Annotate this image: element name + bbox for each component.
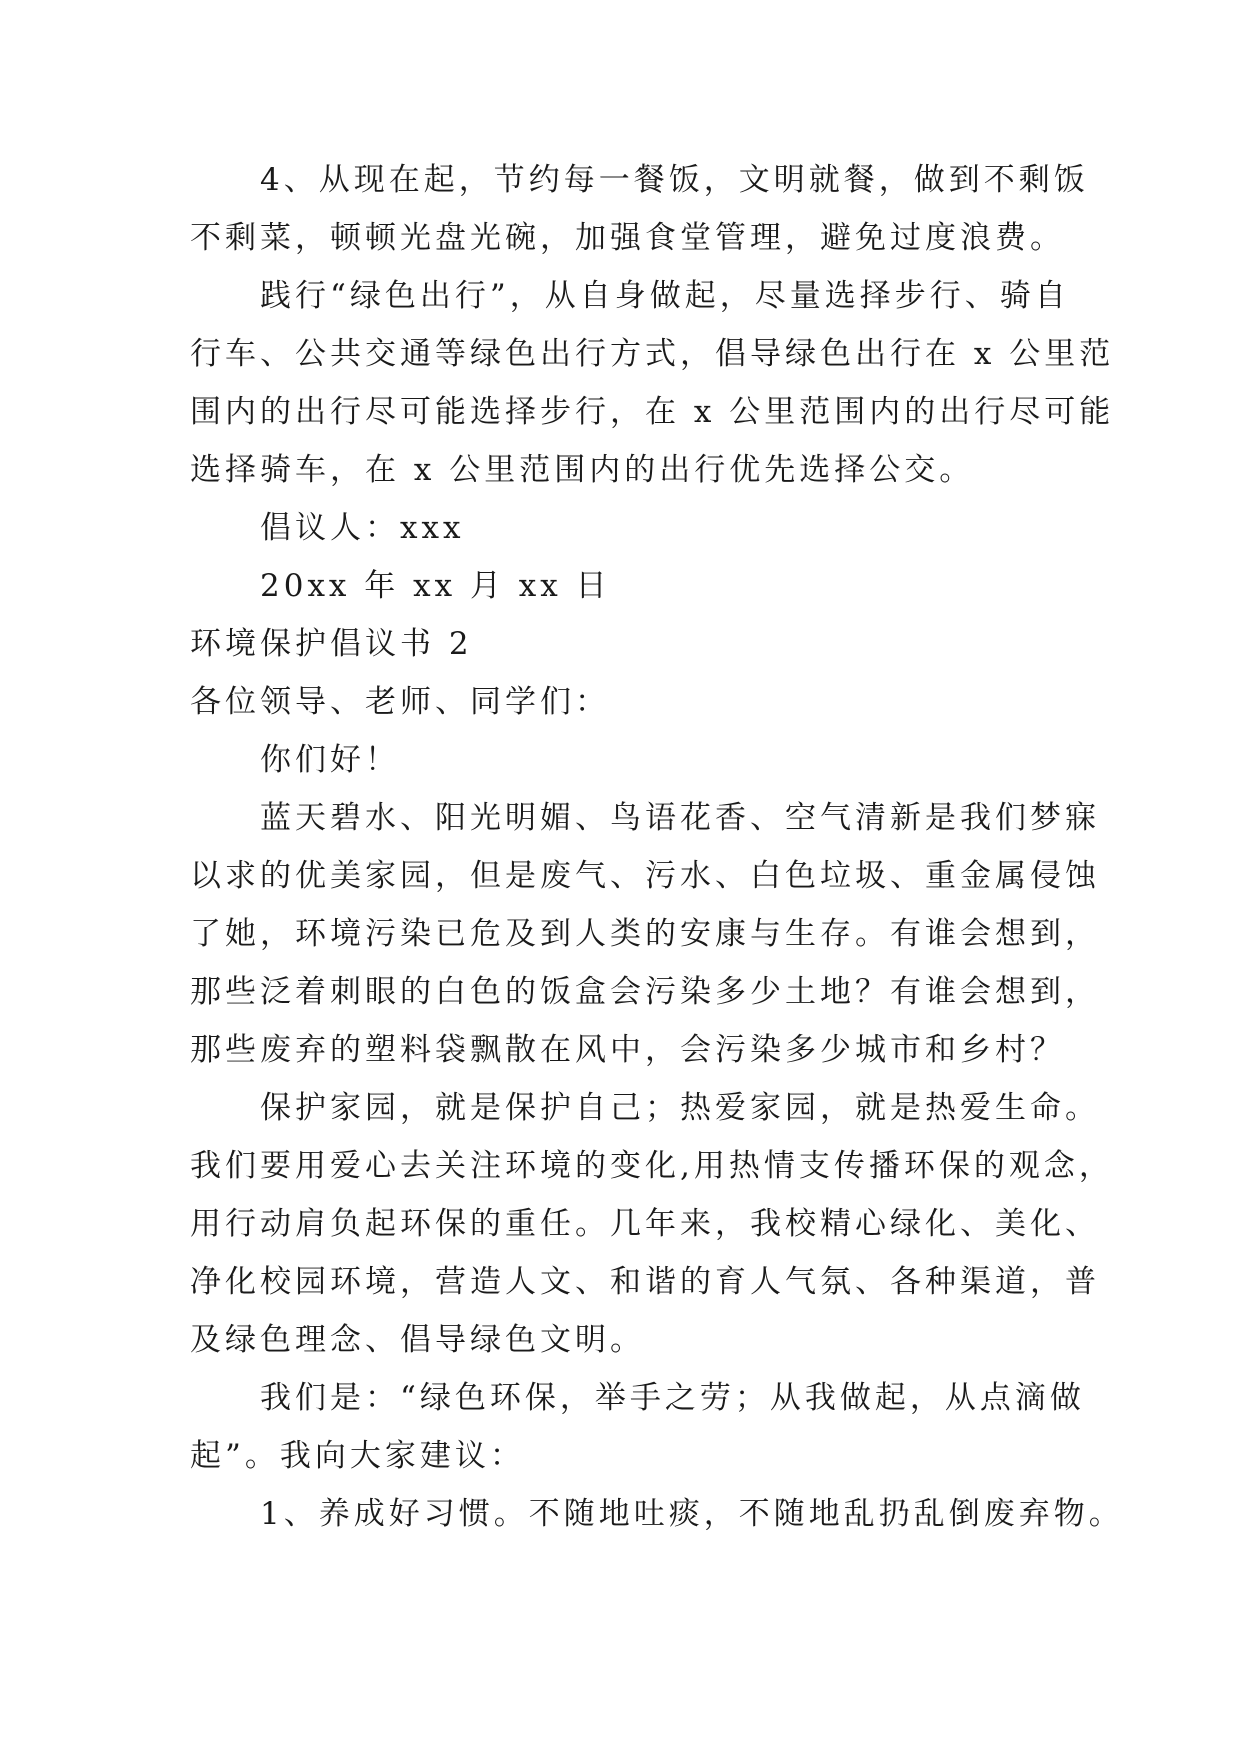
text-line: 围内的出行尽可能选择步行，在 x 公里范围内的出行尽可能: [190, 394, 1115, 430]
greeting: 你们好！: [190, 742, 400, 778]
section-title: 环境保护倡议书 2: [190, 626, 473, 662]
text-line: 了她，环境污染已危及到人类的安康与生存。有谁会想到，: [190, 916, 1100, 952]
text-line: 4、从现在起，节约每一餐饭，文明就餐，做到不剩饭: [190, 162, 1089, 198]
text-line: 保护家园，就是保护自己；热爱家园，就是热爱生命。: [190, 1090, 1100, 1126]
date-line: 20xx 年 xx 月 xx 日: [190, 568, 611, 604]
text-line: 我们要用爱心去关注环境的变化,用热情支传播环保的观念，: [190, 1148, 1114, 1184]
body-text: [190, 151, 1124, 1543]
text-line: 及绿色理念、倡导绿色文明。: [190, 1322, 645, 1358]
text-line: 1、养成好习惯。不随地吐痰，不随地乱扔乱倒废弃物。: [190, 1496, 1124, 1532]
text-line: 践行“绿色出行”，从自身做起，尽量选择步行、骑自: [190, 278, 1070, 314]
salutation: 各位领导、老师、同学们：: [190, 684, 610, 720]
text-line: 行车、公共交通等绿色出行方式，倡导绿色出行在 x 公里范: [190, 336, 1115, 372]
text-line: 那些泛着刺眼的白色的饭盒会污染多少土地？有谁会想到，: [190, 974, 1100, 1010]
text-line: 那些废弃的塑料袋飘散在风中，会污染多少城市和乡村？: [190, 1032, 1065, 1068]
text-line: 选择骑车，在 x 公里范围内的出行优先选择公交。: [190, 452, 975, 488]
text-line: 我们是：“绿色环保，举手之劳；从我做起，从点滴做: [190, 1380, 1085, 1416]
signature-line: 倡议人：xxx: [190, 510, 465, 546]
text-line: 用行动肩负起环保的重任。几年来，我校精心绿化、美化、: [190, 1206, 1100, 1242]
text-line: 以求的优美家园，但是废气、污水、白色垃圾、重金属侵蚀: [190, 858, 1100, 894]
text-line: 蓝天碧水、阳光明媚、鸟语花香、空气清新是我们梦寐: [190, 800, 1100, 836]
text-line: 净化校园环境，营造人文、和谐的育人气氛、各种渠道，普: [190, 1264, 1100, 1300]
text-line: 起”。我向大家建议：: [190, 1438, 525, 1474]
text-line: 不剩菜，顿顿光盘光碗，加强食堂管理，避免过度浪费。: [190, 220, 1065, 256]
